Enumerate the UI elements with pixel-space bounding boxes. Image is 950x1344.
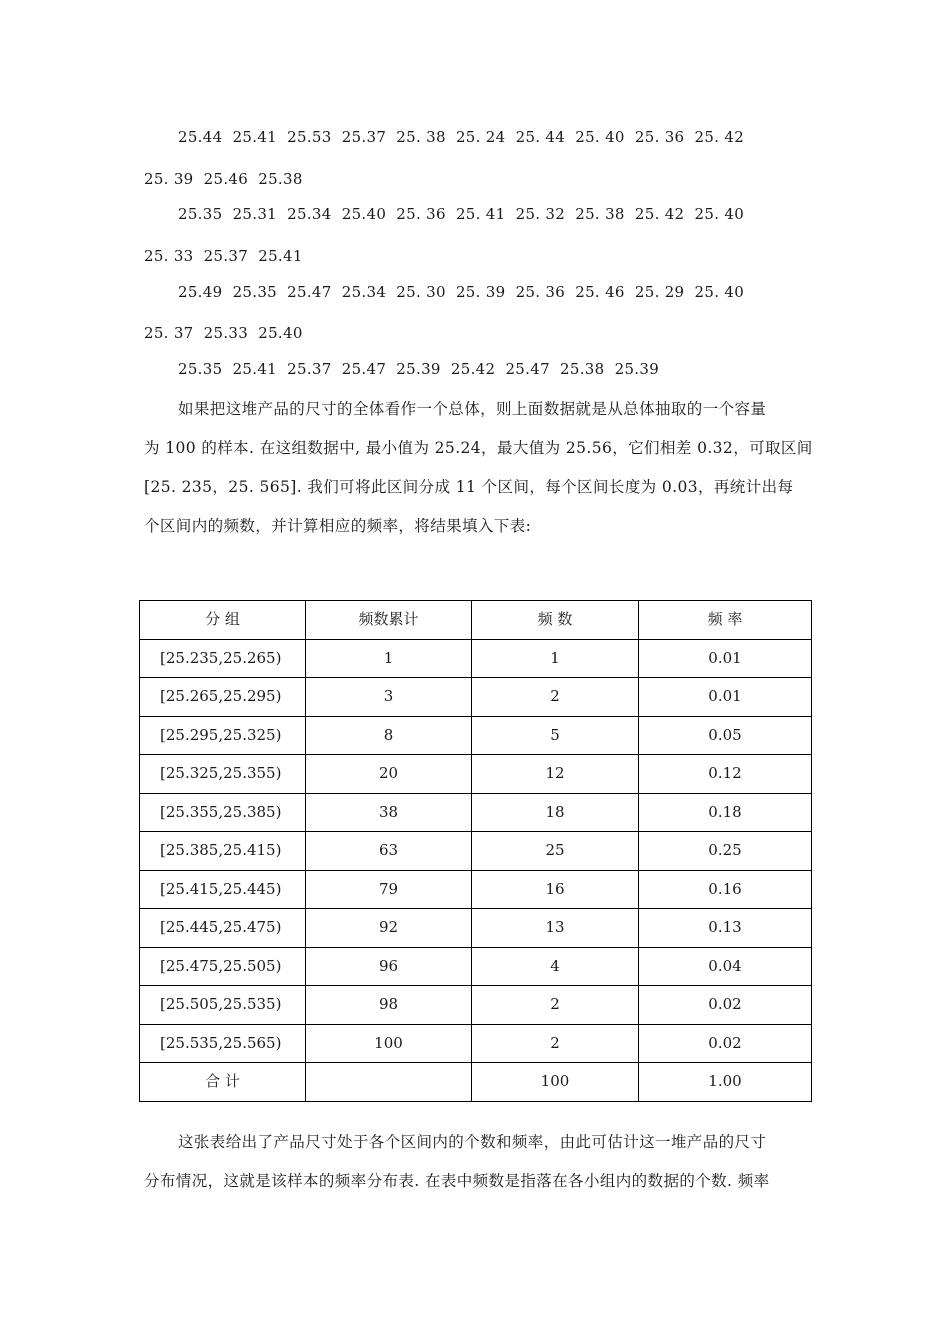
cell-rate: 0.05: [639, 716, 812, 755]
cell-cumulative: 98: [306, 986, 472, 1025]
table-header-row: [140, 601, 812, 640]
data-line-2: 25. 39 25.46 25.38: [144, 170, 303, 188]
cell-cumulative: 38: [306, 793, 472, 832]
cell-count: 18: [472, 793, 639, 832]
total-count: 100: [472, 1063, 639, 1102]
cell-count: 1: [472, 639, 639, 678]
cell-count: 4: [472, 947, 639, 986]
cell-group: [25.475,25.505): [140, 947, 306, 986]
cell-group: [25.415,25.445): [140, 870, 306, 909]
cell-rate: 0.25: [639, 832, 812, 871]
data-line-6: 25. 37 25.33 25.40: [144, 324, 303, 342]
cell-cumulative: 20: [306, 755, 472, 794]
cell-rate: 0.13: [639, 909, 812, 948]
cell-rate: 0.01: [639, 639, 812, 678]
paragraph2-line-1: 这张表给出了产品尺寸处于各个区间内的个数和频率，由此可估计这一堆产品的尺寸: [178, 1133, 767, 1151]
table-row: [140, 870, 812, 909]
table-row: [140, 986, 812, 1025]
paragraph-line-1: 如果把这堆产品的尺寸的全体看作一个总体，则上面数据就是从总体抽取的一个容量: [178, 400, 767, 418]
cell-count: 2: [472, 1024, 639, 1063]
data-line-4: 25. 33 25.37 25.41: [144, 247, 303, 265]
cell-cumulative: 100: [306, 1024, 472, 1063]
table-row: [140, 755, 812, 794]
paragraph-line-2: 为 100 的样本. 在这组数据中, 最小值为 25.24，最大值为 25.56，它们相差 0.32，可取区间: [144, 439, 813, 457]
table-row: [140, 832, 812, 871]
header-frequency-count: 频 数: [472, 601, 639, 640]
cell-group: [25.325,25.355): [140, 755, 306, 794]
table-row: [140, 639, 812, 678]
cell-rate: 0.02: [639, 986, 812, 1025]
cell-rate: 0.16: [639, 870, 812, 909]
paragraph-line-4: 个区间内的频数，并计算相应的频率，将结果填入下表:: [144, 517, 532, 535]
paragraph-line-3: [25. 235，25. 565]. 我们可将此区间分成 11 个区间，每个区间长度为 0.03，再统计出每: [144, 478, 794, 496]
table-row: [140, 1024, 812, 1063]
cell-count: 2: [472, 678, 639, 717]
paragraph2-line-2: 分布情况，这就是该样本的频率分布表. 在表中频数是指落在各小组内的数据的个数. 频率: [144, 1172, 770, 1190]
cell-count: 16: [472, 870, 639, 909]
cell-count: 12: [472, 755, 639, 794]
total-rate: 1.00: [639, 1063, 812, 1102]
data-line-5: 25.49 25.35 25.47 25.34 25. 30 25. 39 25. 36 25. 46 25. 29 25. 40: [178, 283, 745, 301]
cell-cumulative: 63: [306, 832, 472, 871]
table-row: [140, 716, 812, 755]
cell-cumulative: 8: [306, 716, 472, 755]
table-row: [140, 947, 812, 986]
cell-group: [25.295,25.325): [140, 716, 306, 755]
data-line-1: 25.44 25.41 25.53 25.37 25. 38 25. 24 25. 44 25. 40 25. 36 25. 42: [178, 128, 745, 146]
cell-rate: 0.01: [639, 678, 812, 717]
cell-group: [25.355,25.385): [140, 793, 306, 832]
cell-cumulative: 3: [306, 678, 472, 717]
cell-cumulative: 96: [306, 947, 472, 986]
cell-rate: 0.02: [639, 1024, 812, 1063]
total-label: 合 计: [140, 1063, 306, 1102]
cell-group: [25.385,25.415): [140, 832, 306, 871]
cell-count: 25: [472, 832, 639, 871]
cell-group: [25.235,25.265): [140, 639, 306, 678]
header-cumulative: 频数累计: [306, 601, 472, 640]
table-row: [140, 678, 812, 717]
data-line-7: 25.35 25.41 25.37 25.47 25.39 25.42 25.47 25.38 25.39: [178, 360, 660, 378]
frequency-table: [139, 600, 812, 1102]
cell-count: 2: [472, 986, 639, 1025]
cell-cumulative: 1: [306, 639, 472, 678]
total-cumulative: [306, 1063, 472, 1102]
cell-cumulative: 79: [306, 870, 472, 909]
table-total-row: [140, 1063, 812, 1102]
table-row: [140, 793, 812, 832]
cell-rate: 0.04: [639, 947, 812, 986]
cell-group: [25.535,25.565): [140, 1024, 306, 1063]
cell-count: 13: [472, 909, 639, 948]
header-group: 分 组: [140, 601, 306, 640]
cell-group: [25.505,25.535): [140, 986, 306, 1025]
cell-rate: 0.12: [639, 755, 812, 794]
cell-group: [25.445,25.475): [140, 909, 306, 948]
cell-cumulative: 92: [306, 909, 472, 948]
table-row: [140, 909, 812, 948]
cell-count: 5: [472, 716, 639, 755]
header-frequency-rate: 频 率: [639, 601, 812, 640]
cell-rate: 0.18: [639, 793, 812, 832]
data-line-3: 25.35 25.31 25.34 25.40 25. 36 25. 41 25. 32 25. 38 25. 42 25. 40: [178, 205, 745, 223]
cell-group: [25.265,25.295): [140, 678, 306, 717]
